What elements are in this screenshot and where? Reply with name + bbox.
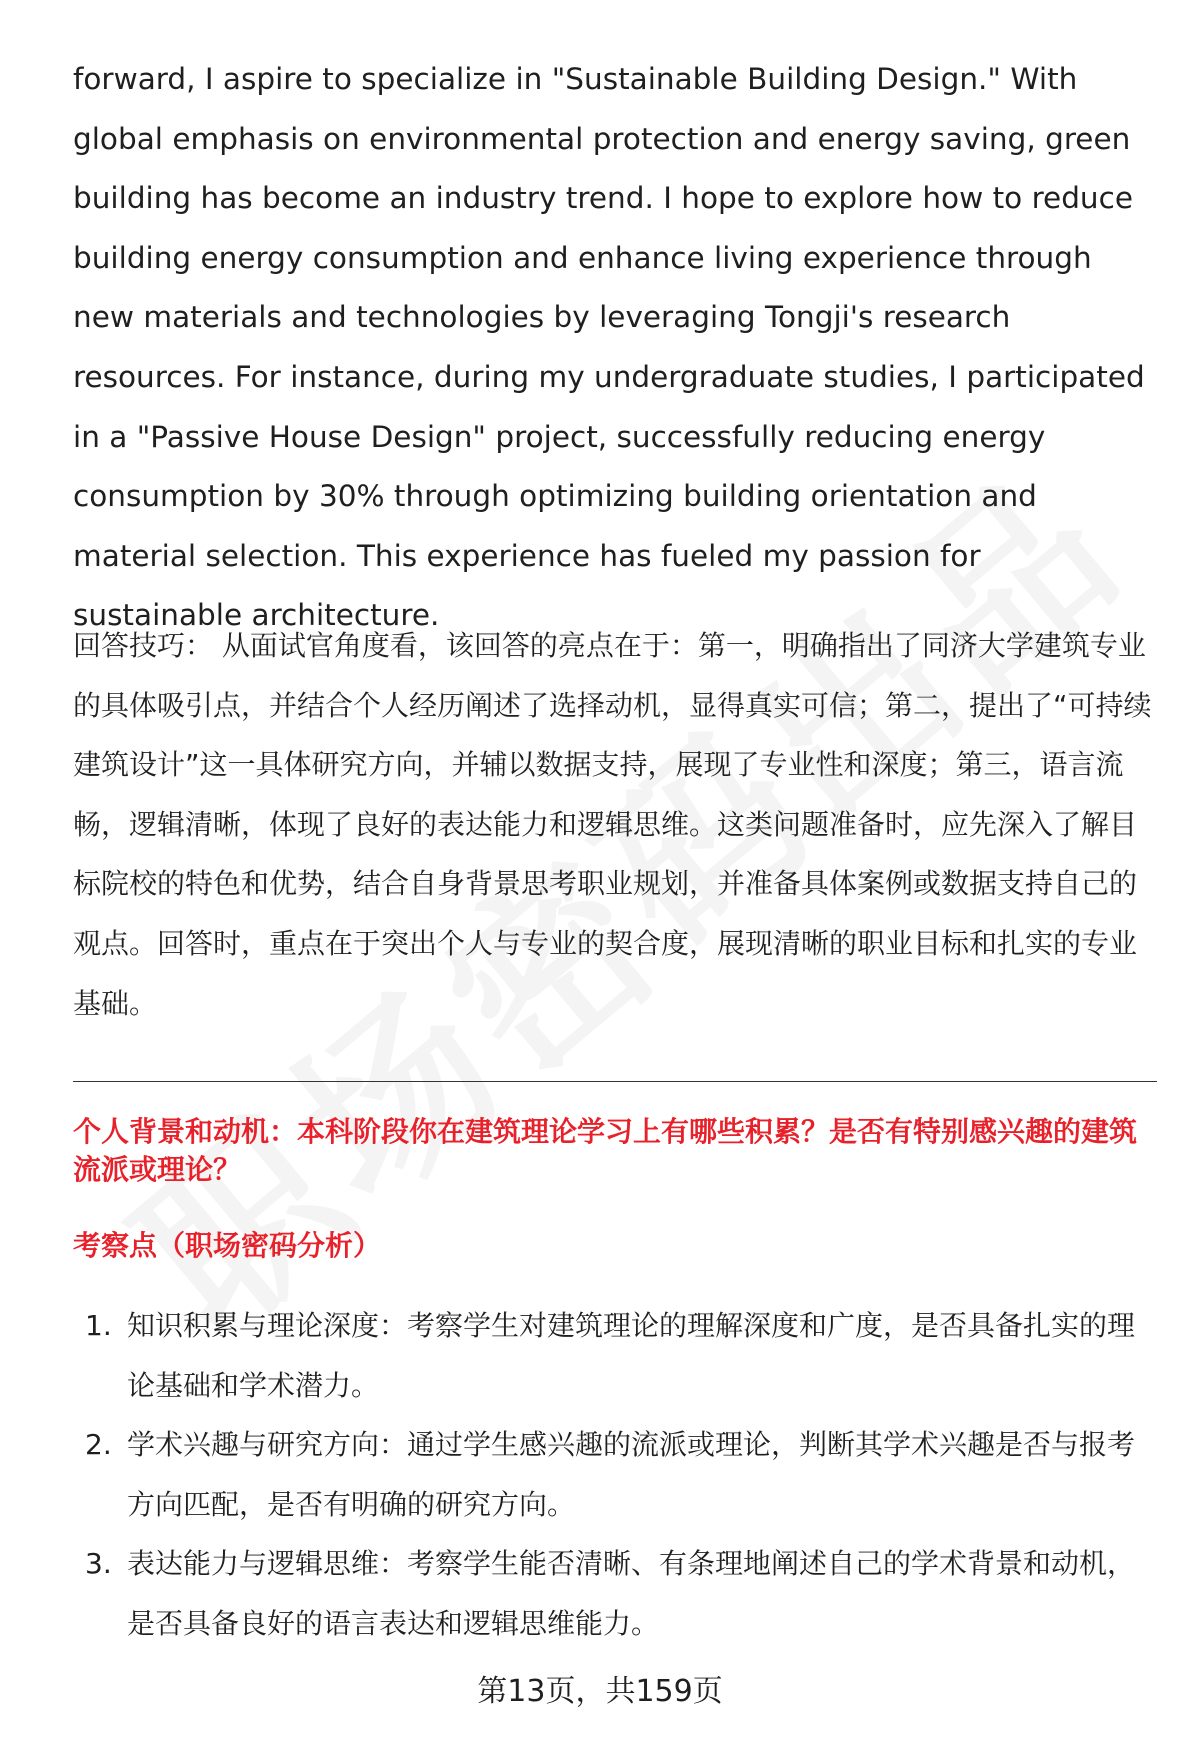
list-item [73, 1534, 1158, 1653]
list-item-text: 学术兴趣与研究方向：通过学生感兴趣的流派或理论，判断其学术兴趣是否与报考方向匹配，是否有明确的研究方向。 [127, 1428, 1136, 1521]
list-item-text: 知识积累与理论深度：考察学生对建筑理论的理解深度和广度，是否具备扎实的理论基础和学术潜力。 [127, 1309, 1136, 1402]
question-heading: 个人背景和动机：本科阶段你在建筑理论学习上有哪些积累？是否有特别感兴趣的建筑流派或理论？ [73, 1115, 1138, 1186]
assessment-heading: 考察点（职场密码分析） [73, 1229, 382, 1262]
section-divider [73, 1081, 1157, 1082]
assessment-point-list [73, 1296, 1158, 1654]
list-item-number: 1. [85, 1309, 112, 1342]
list-item-number: 2. [85, 1428, 112, 1462]
answer-continuation-paragraph: forward, I aspire to specialize in "Sustainable Building Design." With global emphasis on environmental protection and energy saving, green building has become an industry trend. I hope to explore how to reduce building energy consumption and enhance living experience through new materials and technologies by leveraging Tongji's research resources. For instance, during my undergraduate studies, I participated in a "Passive House Design" project, successfully reducing energy consumption by 30% through optimizing building orientation and material selection. This experience has fueled my passion for sustainable architecture. [73, 62, 1145, 633]
list-item-text: 表达能力与逻辑思维：考察学生能否清晰、有条理地阐述自己的学术背景和动机，是否具备良好的语言表达和逻辑思维能力。 [127, 1547, 1136, 1640]
answer-tip-paragraph: 回答技巧： 从面试官角度看，该回答的亮点在于：第一，明确指出了同济大学建筑专业的具体吸引点，并结合个人经历阐述了选择动机，显得真实可信；第二，提出了“可持续建筑设计”这一具体研究方向，并辅以数据支持，展现了专业性和深度；第三，语言流畅，逻辑清晰，体现了良好的表达能力和逻辑思维。这类问题准备时，应先深入了解目标院校的特色和优势，结合自身背景思考职业规划，并准备具体案例或数据支持自己的观点。回答时，重点在于突出个人与专业的契合度，展现清晰的职业目标和扎实的专业基础。 [73, 629, 1152, 1020]
page-number-footer: 第13页，共159页 [477, 1674, 723, 1709]
list-item-number: 3. [85, 1547, 112, 1581]
list-item [73, 1296, 1158, 1415]
list-item [73, 1415, 1158, 1534]
